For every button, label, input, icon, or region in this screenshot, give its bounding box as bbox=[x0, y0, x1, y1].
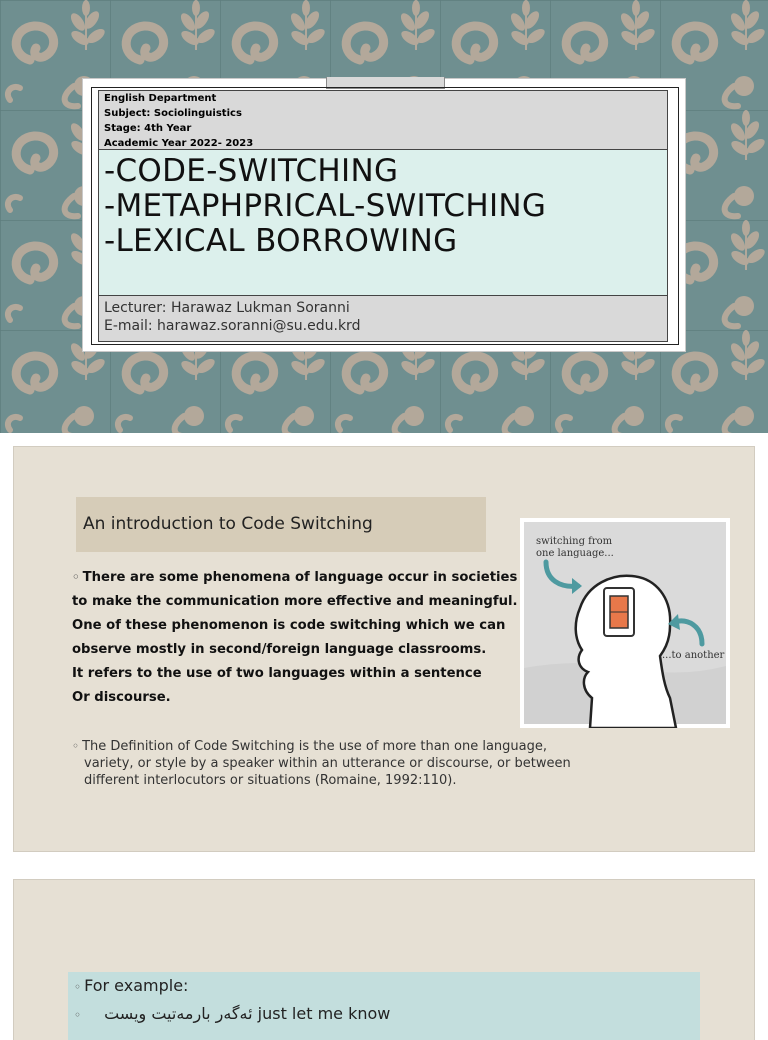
title-slide bbox=[0, 0, 768, 433]
definition-line-3: different interlocutors or situations (Romaine, 1992:110). bbox=[84, 773, 457, 788]
definition-line-1: ◦ The Definition of Code Switching is the use of more than one language, bbox=[72, 739, 548, 754]
intro-heading: An introduction to Code Switching bbox=[76, 497, 486, 552]
definition-paragraph bbox=[72, 738, 682, 789]
lecturer-name: Lecturer: Harawaz Lukman Soranni bbox=[104, 300, 350, 316]
intro-line-3: One of these phenomenon is code switching which we can bbox=[72, 618, 506, 633]
example-box bbox=[68, 972, 700, 1040]
title-card bbox=[83, 79, 685, 351]
bullet-icon: ◦ bbox=[74, 1008, 82, 1022]
bullet-icon: ◦ bbox=[72, 570, 80, 584]
intro-line-1: ◦ There are some phenomena of language occur in societies bbox=[72, 570, 518, 585]
for-example-line: ◦ For example: bbox=[74, 976, 189, 995]
intro-paragraph bbox=[72, 565, 522, 710]
example-sentence: ◦ ئەگەر بارمەتیت ویست just let me know bbox=[74, 1004, 391, 1023]
lecturer-box bbox=[98, 295, 668, 342]
topic-code-switching: -CODE-SWITCHING bbox=[104, 153, 399, 189]
example-slide bbox=[14, 880, 754, 1040]
lecturer-email: E-mail: harawaz.soranni@su.edu.krd bbox=[104, 318, 361, 334]
label-switching-from: switching from bbox=[536, 536, 613, 547]
topic-lexical-borrowing: -LEXICAL BORROWING bbox=[104, 223, 458, 259]
intro-line-2: to make the communication more effective and meaningful. bbox=[72, 594, 518, 609]
topic-metaphorical-switching: -METAPHPRICAL-SWITCHING bbox=[104, 188, 547, 224]
academic-year-line: Academic Year 2022- 2023 bbox=[104, 138, 254, 149]
label-to-another: ...to another bbox=[662, 650, 725, 661]
intro-slide bbox=[14, 447, 754, 851]
definition-line-2: variety, or style by a speaker within an utterance or discourse, or between bbox=[84, 756, 571, 771]
department-line: English Department bbox=[104, 93, 217, 104]
intro-line-5: It refers to the use of two languages within a sentence bbox=[72, 666, 482, 681]
code-switching-illustration bbox=[520, 518, 730, 728]
course-info-box bbox=[98, 90, 668, 150]
bullet-icon: ◦ bbox=[74, 980, 82, 994]
subject-line: Subject: Sociolinguistics bbox=[104, 108, 242, 119]
intro-line-6: Or discourse. bbox=[72, 690, 171, 705]
topics-box bbox=[98, 150, 668, 296]
bullet-icon: ◦ bbox=[72, 739, 80, 753]
intro-line-4: observe mostly in second/foreign language classrooms. bbox=[72, 642, 487, 657]
label-one-language: one language... bbox=[536, 548, 614, 559]
stage-line: Stage: 4th Year bbox=[104, 123, 192, 134]
